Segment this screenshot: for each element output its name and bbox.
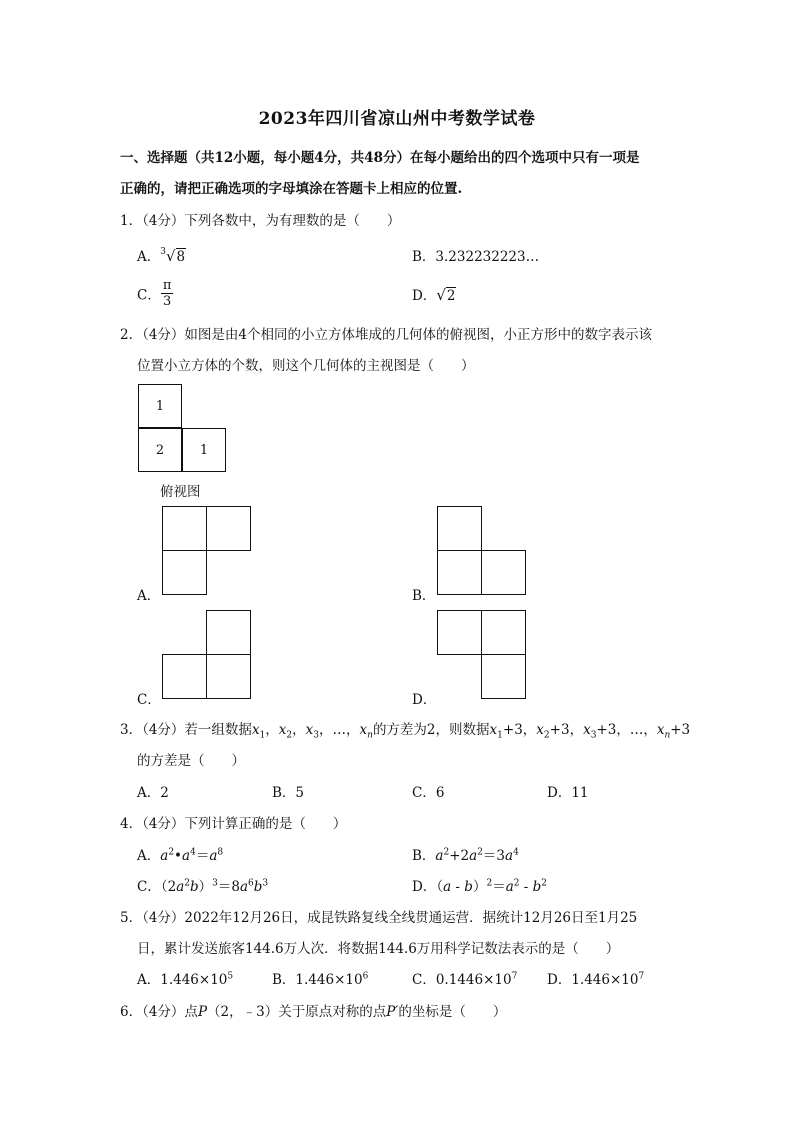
front-view-square — [162, 654, 207, 699]
q1-option-b: B．3.232232223… — [412, 249, 540, 265]
front-view-square — [481, 610, 526, 655]
top-view-cell: 2 — [138, 428, 182, 472]
q2-option-d-label: D． — [412, 692, 437, 708]
q4-option-c: C．$(2a^2b)^3=8a^6b^3$ — [137, 878, 269, 895]
q4-option-b: B．$a^2+2a^2=3a^4$ — [412, 847, 519, 864]
q2-option-a-label: A． — [137, 588, 161, 604]
q3-option-c: C．6 — [412, 785, 445, 801]
q2-option-c-label: C． — [137, 692, 161, 708]
front-view-square — [206, 506, 251, 551]
section-instructions-line1: 一、选择题（共12小题，每小题4分，共48分）在每小题给出的四个选项中只有一项是 — [120, 150, 640, 166]
q3-stem-line1: 3．（4分）若一组数据$x_1$，$x_2$，$x_3$，…，$x_n$的方差为2，则数据$x_1+3$，$x_2+3$，$x_3+3$，…，$x_n+3$ — [120, 722, 691, 741]
front-view-square — [206, 654, 251, 699]
top-view-cell: 1 — [182, 428, 226, 472]
q5-stem-line2: 日，累计发送旅客144.6万人次．将数据144.6万用科学记数法表示的是（ ） — [137, 941, 620, 957]
q3-option-b: B．5 — [272, 785, 305, 801]
front-view-square — [162, 506, 207, 551]
q5-option-d: D．$1.446\times 10^7$ — [547, 971, 645, 988]
q2-stem-line2: 位置小立方体的个数，则这个几何体的主视图是（ ） — [137, 358, 475, 374]
front-view-square — [437, 550, 482, 595]
q1-option-c: C． $\frac{\pi}{3}$ — [137, 278, 172, 309]
q6-stem: 6．（4分）点P（2，﹣3）关于原点对称的点P′的坐标是（ ） — [120, 1004, 507, 1020]
fraction-pi-over-3: $\frac{\pi}{3}$ — [162, 278, 172, 309]
square-root-symbol: √2 — [436, 286, 456, 304]
front-view-square — [481, 550, 526, 595]
q3-stem-line2: 的方差是（ ） — [137, 753, 245, 769]
q5-stem-line1: 5．（4分）2022年12月26日，成昆铁路复线全线贯通运营．据统计12月26日至1月25 — [120, 910, 638, 926]
front-view-square — [437, 506, 482, 551]
q5-option-b: B．$1.446\times 10^6$ — [272, 971, 369, 988]
front-view-square — [481, 654, 526, 699]
q3-option-a: A．2 — [137, 785, 169, 801]
q3-option-d: D．11 — [547, 785, 589, 801]
top-view-cell: 1 — [138, 384, 182, 428]
q1-option-d: D．√2 — [412, 286, 456, 304]
page-title: 2023年四川省凉山州中考数学试卷 — [258, 109, 536, 129]
q5-option-a: A．$1.446\times 10^5$ — [137, 971, 234, 988]
cube-root-symbol: $^3$√8 — [160, 246, 186, 265]
section-instructions-line2: 正确的，请把正确选项的字母填涂在答题卡上相应的位置. — [120, 181, 463, 197]
q2-stem-line1: 2．（4分）如图是由4个相同的小立方体堆成的几何体的俯视图，小正方形中的数字表示该 — [120, 327, 653, 343]
q1-stem: 1．（4分）下列各数中，为有理数的是（ ） — [120, 213, 401, 229]
front-view-square — [206, 610, 251, 655]
top-view-caption: 俯视图 — [160, 484, 201, 500]
q5-option-c: C．$0.1446\times 10^7$ — [412, 971, 518, 988]
front-view-square — [162, 550, 207, 595]
q4-stem: 4．（4分）下列计算正确的是（ ） — [120, 816, 347, 832]
q4-option-d: D．$(a - b)^2=a^2 - b^2$ — [412, 878, 548, 895]
q1-option-a: A．$^3$√8 — [137, 246, 186, 265]
front-view-square — [437, 610, 482, 655]
q4-option-a: A．$a^2•a^4=a^8$ — [137, 847, 224, 864]
q2-option-b-label: B． — [412, 588, 436, 604]
